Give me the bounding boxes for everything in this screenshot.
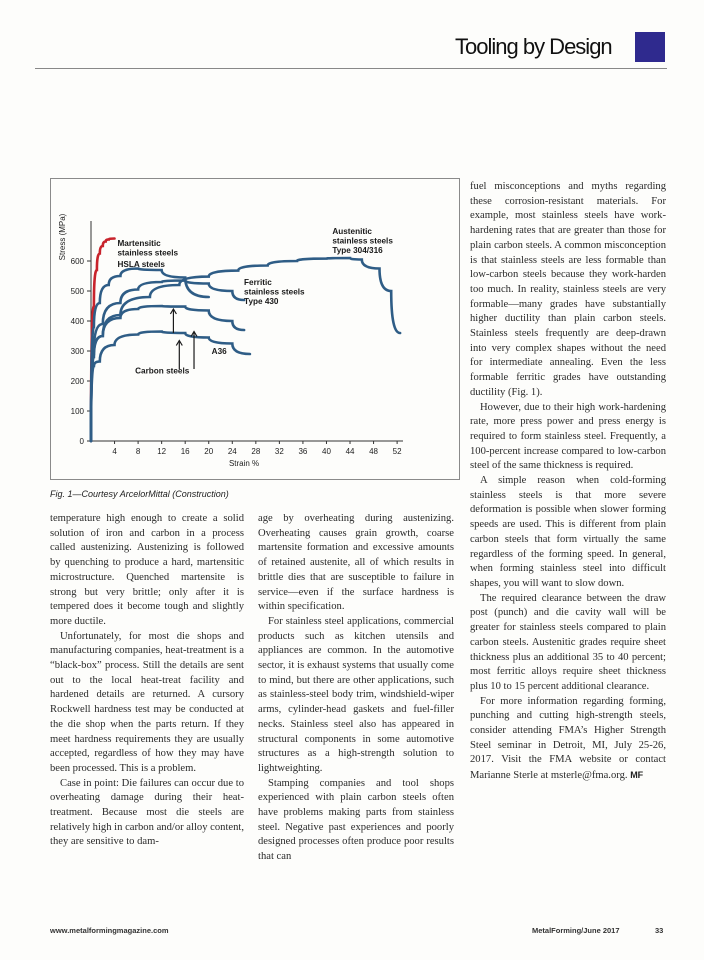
y-tick-label: 400 [70, 317, 84, 326]
x-tick-label: 48 [369, 447, 379, 456]
x-tick-label: 28 [251, 447, 261, 456]
x-tick-label: 16 [180, 447, 190, 456]
article-column-3 [470, 180, 666, 784]
x-tick-label: 12 [157, 447, 167, 456]
paragraph: temperature high enough to create a solid solution of iron and carbon in a process called austenizing. Austenizing is followed by quenching to produce a hard, martensitic microstructure. Quenched martensite is strong but very brittle; only after it is tempered does it become tough and slightly more ductile. [50, 513, 244, 627]
paragraph: age by overheating during austenizing. Overheating causes grain growth, coarse martensite formation and excessive amounts of retained austenite, all of which results in brittle dies that are susceptible to failure in service—even if the surface hardness is within specification. [258, 513, 454, 613]
y-tick-label: 300 [70, 347, 84, 356]
paragraph: However, due to their high work-hardening rate, more press power and press energy is required to form stainless steel. Frequently, a 100-percent increase compared to low-carbon steel of the same thickness is required. [470, 401, 666, 472]
article-column-1 [50, 512, 244, 850]
paragraph: The required clearance between the draw post (punch) and die cavity wall will be greater for stainless steels compared to plain carbon steels. Austenitic grades require sheet thickness plus an additional 35 to 40 percent; most ferritic alloys require sheet thickness plus 10 to 15 percent additional clearance. [470, 592, 666, 692]
x-tick-label: 24 [227, 447, 237, 456]
x-tick-label: 52 [392, 447, 402, 456]
chart-annotation: A36 [211, 347, 227, 356]
stress-strain-chart [51, 179, 459, 479]
chart-annotation: Ferritic stainless steels Type 430 [244, 278, 305, 306]
figure-caption: Fig. 1—Courtesy ArcelorMittal (Construction) [50, 489, 229, 499]
footer-issue: MetalForming/June 2017 [532, 926, 620, 935]
x-tick-label: 4 [112, 447, 117, 456]
header-rule [35, 68, 667, 69]
chart-annotation: Austenitic stainless steels Type 304/316 [332, 227, 393, 255]
department-header [455, 32, 665, 62]
department-title: Tooling by Design [455, 34, 612, 59]
chart-annotation: HSLA steels [117, 260, 165, 269]
article-column-2 [258, 512, 454, 865]
x-tick-label: 32 [274, 447, 284, 456]
paragraph-text: For more information regarding forming, punching and cutting high-strength steels, consider attending FMA’s Higher Strength Steel seminar in Detroit, MI, July 25-26, 2017. Visit the FMA website or contact Marianne Sterle at msterle@fma.org. [470, 695, 666, 782]
x-tick-label: 8 [135, 447, 141, 456]
paragraph: Case in point: Die failures can occur due to overheating damage during their heat-treatment. Because most die steels are relatively high in carbon and/or alloy content, they are sensitive to dam- [50, 777, 244, 848]
y-tick-label: 0 [79, 437, 84, 446]
header-accent-box [635, 32, 665, 62]
footer-website: www.metalformingmagazine.com [50, 926, 169, 935]
paragraph: Unfortunately, for most die shops and manufacturing companies, heat-treatment is a “black-box” process. Still the details are sent out to the local heat-treat facility and hardened details are returned. A cursory Rockwell hardness test may be conducted at the die shop when the parts return. If they meet hardness requirements they are usually accepted, regardless of how they may have been processed. This is a problem. [50, 630, 244, 774]
y-axis-label: Stress (MPa) [58, 213, 67, 261]
y-tick-label: 100 [70, 407, 84, 416]
x-tick-label: 40 [322, 447, 331, 456]
paragraph: Stamping companies and tool shops experienced with plain carbon steels often have problems making parts from stainless steel. Negative past experiences and poorly designed processes often produce poor results that can [258, 777, 454, 863]
stress-strain-figure [50, 178, 460, 480]
paragraph: fuel misconceptions and myths regarding these corrosion-resistant materials. For example, most stainless steels have work-hardening rates that are greater than those for plain carbon steels. A common misconception is that stainless steels are less formable than low-carbon steels because they work-harden too much. In reality, stainless steels are very formable—many grades have substantially higher ductility than plain carbon steels. Stainless steels frequently are deep-drawn into very complex shapes without the need for intermediate annealing. Even the less formable ferritic grades have outstanding ductility (Fig. 1). [470, 181, 666, 398]
y-tick-label: 500 [70, 287, 84, 296]
paragraph: For stainless steel applications, commercial products such as kitchen utensils and appliances are common. In the automotive sector, it is exhaust systems that usually come to mind, but there are other applications, such as stainless-steel body trim, windshield-wiper arms, cylinder-head gaskets and fuel-filler necks. Stainless steel also has appeared in structural components in some automotive structures as a high-strength solution to lightweighting. [258, 615, 454, 774]
y-tick-label: 600 [70, 257, 84, 266]
chart-annotation: Carbon steels [135, 366, 190, 376]
x-tick-label: 20 [204, 447, 214, 456]
series-line [91, 281, 244, 442]
y-tick-label: 200 [70, 377, 84, 386]
x-tick-label: 36 [298, 447, 308, 456]
chart-annotation: Martensitic stainless steels [117, 239, 179, 258]
paragraph: A simple reason when cold-forming stainless steels is that more severe deformation is possible when slower forming speeds are used. This is different from plain carbon steels that form virtually the same regardless of the forming speed. In general, when forming stainless steel into difficult shapes, you will want to slow down. [470, 475, 666, 589]
x-tick-label: 44 [345, 447, 355, 456]
page-number: 33 [655, 926, 664, 935]
end-mark: MF [630, 770, 644, 781]
x-axis-label: Strain % [228, 459, 260, 468]
paragraph [470, 695, 666, 784]
